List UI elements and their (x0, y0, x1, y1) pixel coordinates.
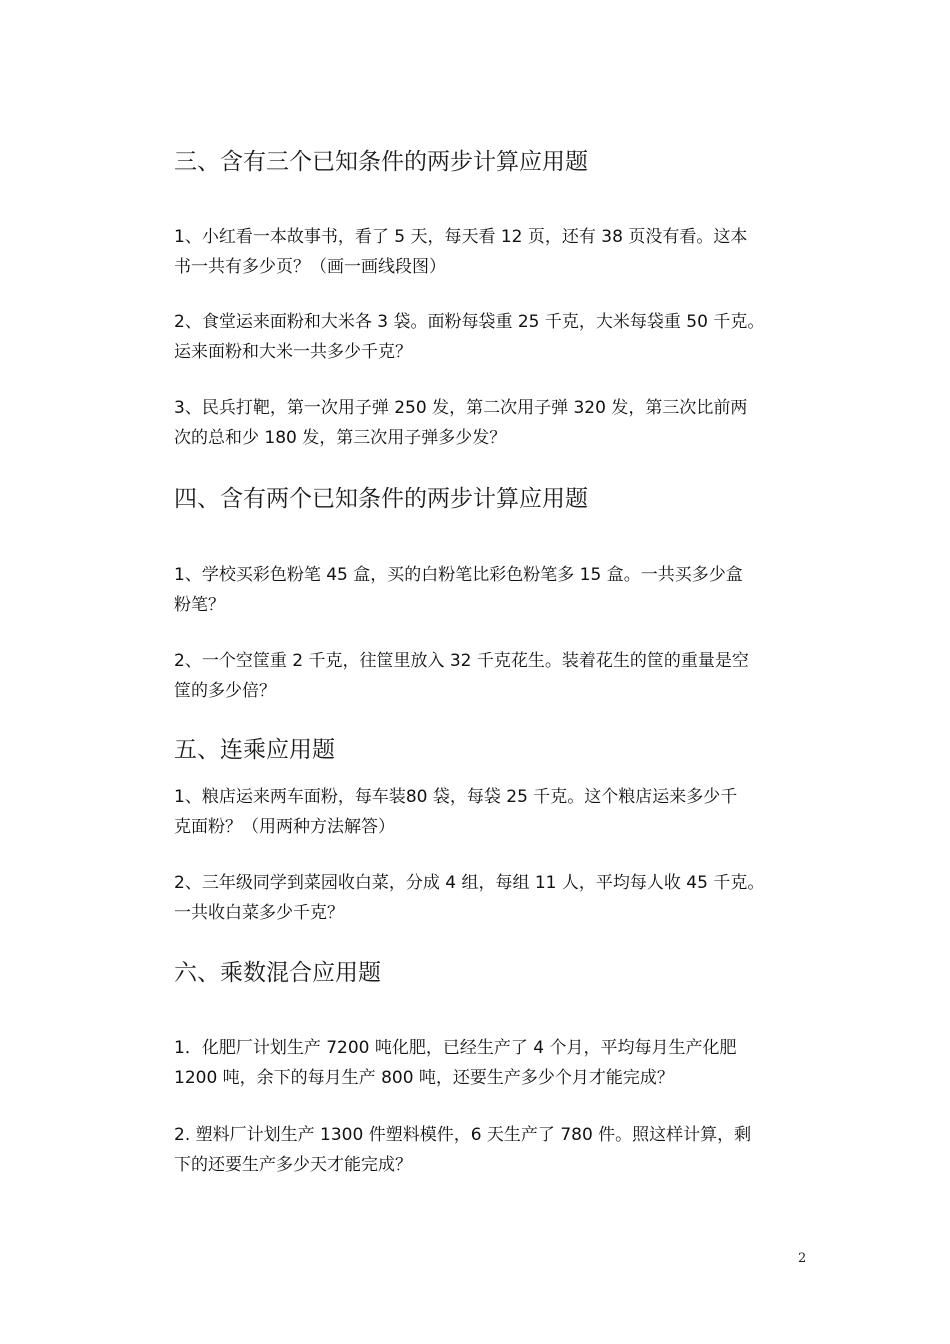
section-heading-4: 四、含有两个已知条件的两步计算应用题 (174, 486, 588, 512)
problem-line: 3、民兵打靶，第一次用子弹 250 发，第二次用子弹 320 发，第三次比前两 (174, 398, 748, 418)
problem-line: 2. 塑料厂计划生产 1300 件塑料模件，6 天生产了 780 件。照这样计算，剩 (174, 1125, 752, 1145)
problem-line: 2、三年级同学到菜园收白菜，分成 4 组，每组 11 人，平均每人收 45 千克。 (174, 873, 765, 893)
problem-6-2 (174, 1120, 814, 1180)
problem-line: 运来面粉和大米一共多少千克？ (174, 342, 412, 362)
problem-line: 2、一个空筐重 2 千克，往筐里放入 32 千克花生。装着花生的筐的重量是空 (174, 651, 749, 671)
section-heading-6: 六、乘数混合应用题 (174, 960, 381, 986)
problem-3-2 (174, 307, 814, 367)
problem-line: 1200 吨，余下的每月生产 800 吨，还要生产多少个月才能完成？ (174, 1068, 674, 1088)
problem-line: 粉笔？ (174, 595, 225, 615)
problem-line: 1、小红看一本故事书，看了 5 天，每天看 12 页，还有 38 页没有看。这本 (174, 227, 748, 247)
problem-line: 1．化肥厂计划生产 7200 吨化肥，已经生产了 4 个月，平均每月生产化肥 (174, 1038, 737, 1058)
problem-line: 下的还要生产多少天才能完成？ (174, 1155, 412, 1175)
problem-3-3 (174, 393, 814, 453)
problem-line: 次的总和少 180 发，第三次用子弹多少发？ (174, 428, 507, 448)
problem-line: 一共收白菜多少千克？ (174, 903, 344, 923)
problem-4-2 (174, 646, 814, 706)
problem-line: 2、食堂运来面粉和大米各 3 袋。面粉每袋重 25 千克，大米每袋重 50 千克。 (174, 312, 765, 332)
problem-line: 筐的多少倍？ (174, 681, 276, 701)
section-heading-3: 三、含有三个已知条件的两步计算应用题 (174, 149, 588, 175)
problem-4-1 (174, 560, 814, 620)
problem-5-2 (174, 868, 814, 928)
problem-line: 1、学校买彩色粉笔 45 盒，买的白粉笔比彩色粉笔多 15 盒。一共买多少盒 (174, 565, 743, 585)
problem-line: 1、粮店运来两车面粉，每车装80 袋，每袋 25 千克。这个粮店运来多少千 (174, 787, 738, 807)
section-heading-5: 五、连乘应用题 (174, 737, 335, 763)
problem-5-1 (174, 782, 814, 842)
problem-6-1 (174, 1033, 814, 1093)
problem-line: 克面粉？（用两种方法解答） (174, 817, 395, 837)
page-number: 2 (798, 1251, 807, 1266)
problem-line: 书一共有多少页？（画一画线段图） (174, 257, 446, 277)
problem-3-1 (174, 222, 814, 282)
